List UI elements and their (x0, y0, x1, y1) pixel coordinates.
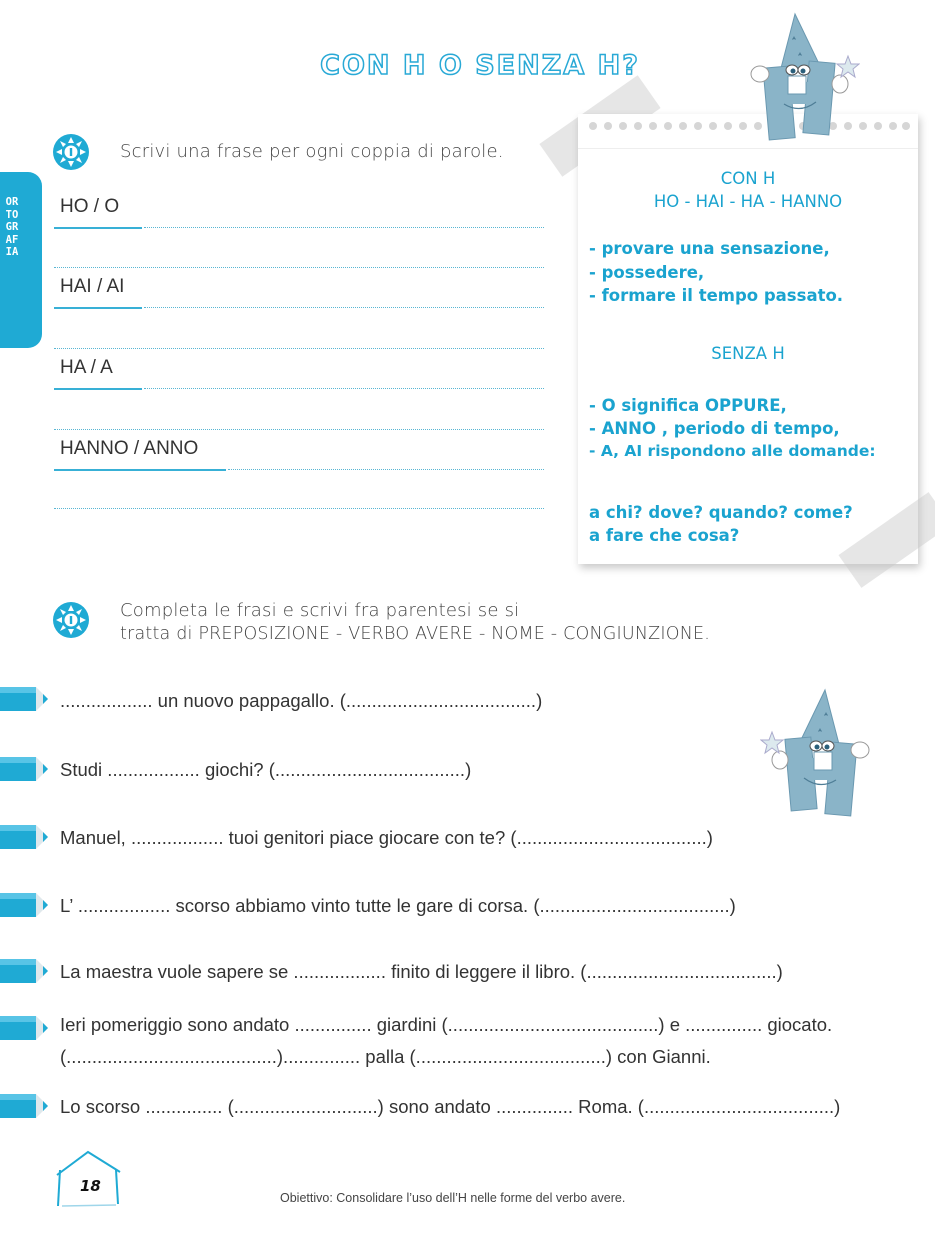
card-rule: - provare una sensazione, (589, 239, 830, 258)
pencil-bullet-icon (0, 1015, 48, 1041)
section-tab-label: ORTOGRAFIA (5, 196, 19, 258)
label-underline (54, 388, 142, 390)
exercise-number-icon (52, 133, 90, 171)
label-underline (54, 469, 226, 471)
fill-in-sentence[interactable]: .................. un nuovo pappagallo. (.....................................) (60, 690, 543, 711)
letter-h-wizard-mascot (740, 12, 860, 142)
word-pair-label: HA / A (60, 357, 113, 378)
exercise2-instruction-line1: Completa le frasi e scrivi fra parentesi se si (120, 600, 520, 621)
card-divider (578, 148, 918, 149)
learning-objective: Obiettivo: Consolidare l’uso dell’H nelle forme del verbo avere. (280, 1191, 626, 1205)
card-rule: - O significa OPPURE, (589, 396, 787, 415)
exercise1-instruction: Scrivi una frase per ogni coppia di parole. (120, 141, 504, 162)
word-pair-label: HAI / AI (60, 276, 125, 297)
card-heading-con-h: CON H (720, 169, 776, 188)
exercise2-instruction-line2: tratta di PREPOSIZIONE - VERBO AVERE - NOME - CONGIUNZIONE. (120, 624, 711, 644)
page-title: CON H O SENZA H? (320, 50, 640, 81)
writing-line[interactable] (54, 508, 544, 509)
card-con-h-forms: HO - HAI - HA - HANNO (653, 192, 843, 211)
writing-line[interactable] (144, 307, 544, 308)
fill-in-sentence[interactable]: Lo scorso ............... (............................) sono andato ............... Roma. (.....................................) (60, 1096, 841, 1117)
writing-line[interactable] (54, 429, 544, 430)
fill-in-sentence[interactable]: Studi .................. giochi? (.....................................) (60, 759, 472, 780)
writing-line[interactable] (54, 348, 544, 349)
pencil-bullet-icon (0, 1093, 48, 1119)
pencil-bullet-icon (0, 756, 48, 782)
card-heading-senza-h: SENZA H (711, 344, 785, 363)
pencil-bullet-icon (0, 892, 48, 918)
pencil-bullet-icon (0, 958, 48, 984)
exercise-number-icon (52, 601, 90, 639)
fill-in-sentence[interactable]: Manuel, .................. tuoi genitori piace giocare con te? (.....................................) (60, 827, 713, 848)
card-rule: - possedere, (589, 263, 705, 282)
writing-line[interactable] (228, 469, 544, 470)
letter-h-wizard-mascot (760, 688, 880, 818)
fill-in-sentence-continued[interactable]: (.........................................)............... palla (.....................................) con Gianni. (60, 1046, 711, 1067)
pencil-bullet-icon (0, 686, 48, 712)
writing-line[interactable] (144, 388, 544, 389)
word-pair-label: HO / O (60, 196, 120, 217)
label-underline (54, 307, 142, 309)
card-question: a chi? dove? quando? come? (589, 503, 853, 522)
fill-in-sentence[interactable]: La maestra vuole sapere se .................. finito di leggere il libro. (.....................................) (60, 961, 783, 982)
card-rule: - A, AI rispondono alle domande: (589, 442, 876, 460)
pencil-bullet-icon (0, 824, 48, 850)
fill-in-sentence[interactable]: Ieri pomeriggio sono andato ............... giardini (.........................................) e ............... giocato. (60, 1014, 833, 1035)
writing-line[interactable] (54, 267, 544, 268)
page-number: 18 (80, 1177, 101, 1195)
card-question: a fare che cosa? (589, 526, 740, 545)
fill-in-sentence[interactable]: L’ .................. scorso abbiamo vinto tutte le gare di corsa. (.....................................) (60, 895, 736, 916)
label-underline (54, 227, 142, 229)
card-rule: - formare il tempo passato. (589, 286, 844, 305)
card-rule: - ANNO , periodo di tempo, (589, 419, 840, 438)
writing-line[interactable] (144, 227, 544, 228)
word-pair-label: HANNO / ANNO (60, 438, 199, 459)
